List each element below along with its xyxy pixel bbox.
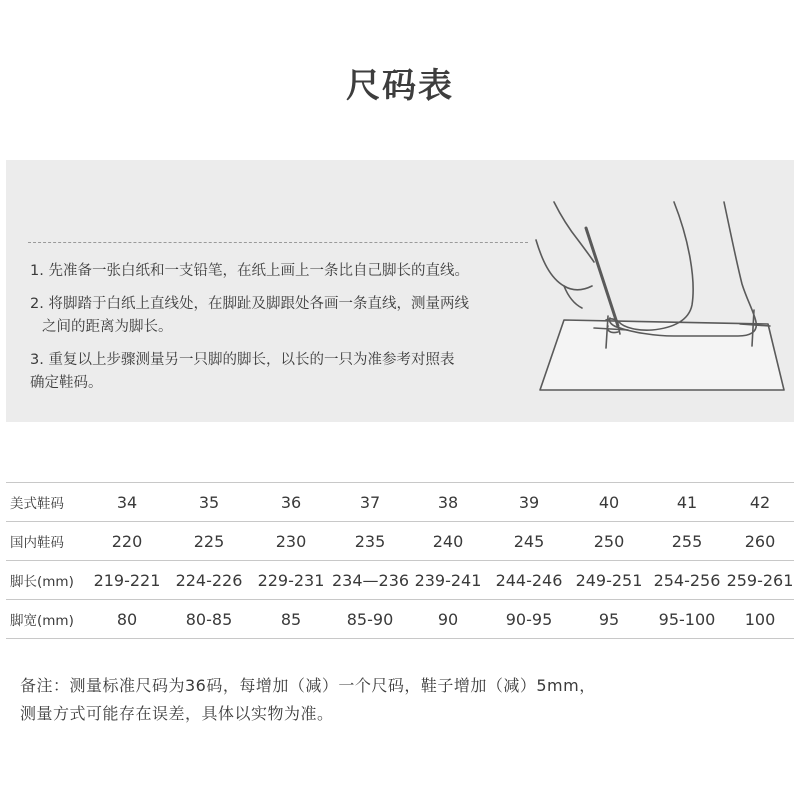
row-label: 脚宽(mm) bbox=[6, 600, 86, 639]
table-cell: 230 bbox=[250, 522, 332, 561]
table-cell: 234—236 bbox=[332, 561, 408, 600]
table-cell: 80 bbox=[86, 600, 168, 639]
table-cell: 249-251 bbox=[570, 561, 648, 600]
table-cell: 259-261 bbox=[726, 561, 794, 600]
size-table bbox=[6, 482, 794, 639]
table-cell: 34 bbox=[86, 483, 168, 522]
table-row bbox=[6, 561, 794, 600]
table-cell: 244-246 bbox=[488, 561, 570, 600]
table-cell: 239-241 bbox=[408, 561, 488, 600]
table-cell: 85-90 bbox=[332, 600, 408, 639]
instruction-step-2 bbox=[30, 293, 550, 339]
row-label: 脚长(mm) bbox=[6, 561, 86, 600]
table-cell: 80-85 bbox=[168, 600, 250, 639]
table-cell: 90-95 bbox=[488, 600, 570, 639]
table-cell: 85 bbox=[250, 600, 332, 639]
table-cell: 255 bbox=[648, 522, 726, 561]
table-cell: 39 bbox=[488, 483, 570, 522]
table-cell: 37 bbox=[332, 483, 408, 522]
table-cell: 254-256 bbox=[648, 561, 726, 600]
table-cell: 220 bbox=[86, 522, 168, 561]
table-cell: 38 bbox=[408, 483, 488, 522]
table-cell: 42 bbox=[726, 483, 794, 522]
row-label: 美式鞋码 bbox=[6, 483, 86, 522]
table-cell: 40 bbox=[570, 483, 648, 522]
instruction-steps bbox=[30, 260, 550, 405]
table-cell: 235 bbox=[332, 522, 408, 561]
page-title: 尺码表 bbox=[346, 66, 454, 106]
table-row bbox=[6, 600, 794, 639]
note bbox=[20, 672, 780, 728]
table-cell: 245 bbox=[488, 522, 570, 561]
table-cell: 250 bbox=[570, 522, 648, 561]
dashed-divider bbox=[28, 242, 528, 243]
table-cell: 95 bbox=[570, 600, 648, 639]
table-cell: 219-221 bbox=[86, 561, 168, 600]
table-cell: 240 bbox=[408, 522, 488, 561]
table-cell: 229-231 bbox=[250, 561, 332, 600]
note-line: 测量方式可能存在误差，具体以实物为准。 bbox=[20, 704, 334, 723]
row-label: 国内鞋码 bbox=[6, 522, 86, 561]
instruction-step-3 bbox=[30, 349, 550, 395]
table-row bbox=[6, 483, 794, 522]
step-text-continued: 之间的距离为脚长。 bbox=[42, 319, 173, 335]
step-text: 先准备一张白纸和一支铅笔，在纸上画上一条比自己脚长的直线。 bbox=[48, 263, 469, 279]
table-cell: 35 bbox=[168, 483, 250, 522]
note-line: 备注：测量标准尺码为36码，每增加（减）一个尺码，鞋子增加（减）5mm， bbox=[20, 676, 596, 695]
table-cell: 90 bbox=[408, 600, 488, 639]
instruction-panel bbox=[6, 160, 794, 422]
table-cell: 224-226 bbox=[168, 561, 250, 600]
step-text-continued: 确定鞋码。 bbox=[30, 375, 103, 391]
step-text: 将脚踏于白纸上直线处，在脚趾及脚跟处各画一条直线，测量两线 bbox=[48, 296, 469, 312]
table-cell: 36 bbox=[250, 483, 332, 522]
step-number: 1. bbox=[30, 263, 44, 279]
table-cell: 260 bbox=[726, 522, 794, 561]
step-number: 3. bbox=[30, 352, 44, 368]
table-row bbox=[6, 522, 794, 561]
foot-measuring-icon bbox=[524, 200, 790, 400]
table-cell: 41 bbox=[648, 483, 726, 522]
table-cell: 100 bbox=[726, 600, 794, 639]
step-number: 2. bbox=[30, 296, 44, 312]
table-cell: 225 bbox=[168, 522, 250, 561]
table-cell: 95-100 bbox=[648, 600, 726, 639]
instruction-step-1 bbox=[30, 260, 550, 283]
step-text: 重复以上步骤测量另一只脚的脚长，以长的一只为准参考对照表 bbox=[48, 352, 455, 368]
